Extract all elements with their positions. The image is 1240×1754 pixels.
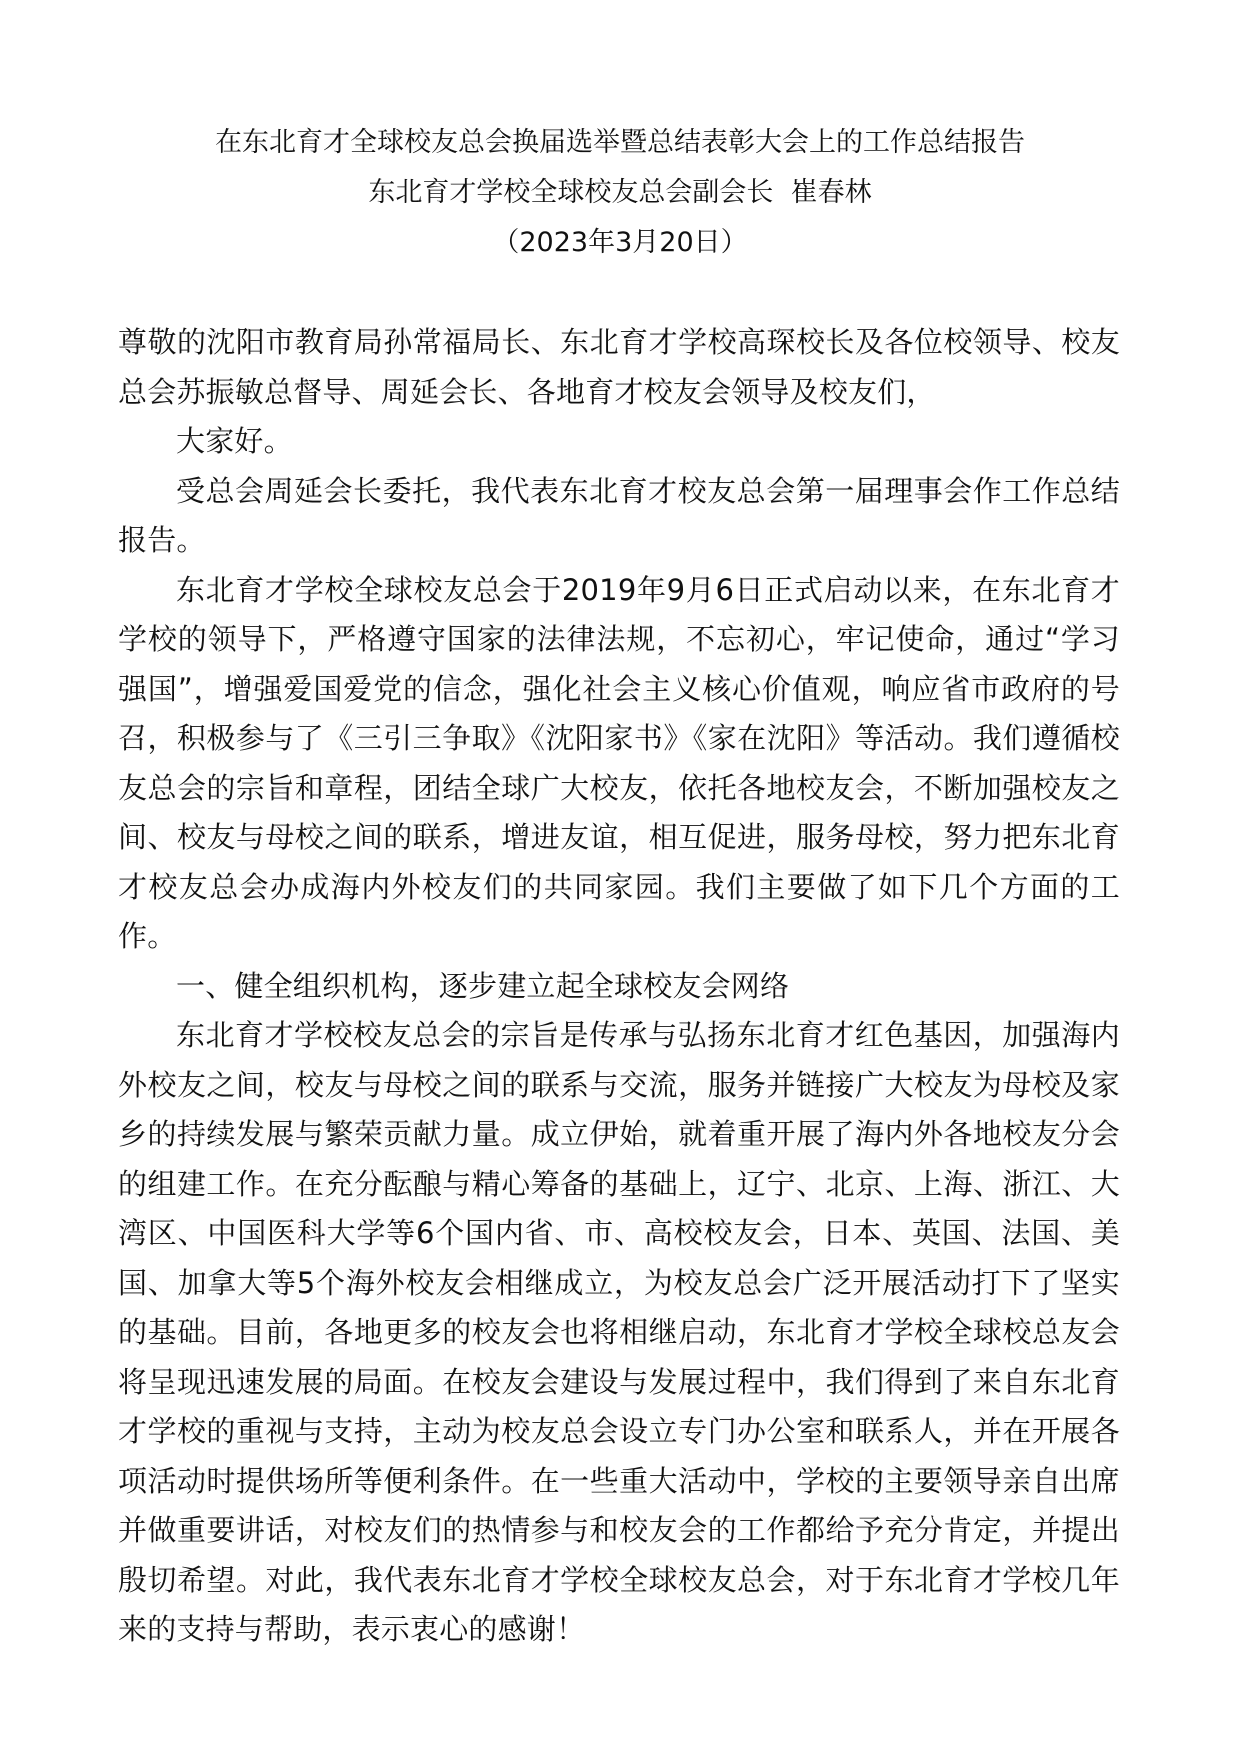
greeting-paragraph: 大家好。 (176, 424, 293, 458)
section-paragraph: 东北育才学校校友总会的宗旨是传承与弘扬东北育才红色基因，加强海内外校友之间，校友与母校之间的联系与交流，服务并链接广大校友为母校及家乡的持续发展与繁荣贡献力量。成立伊始，就着重开展了海内外各地校友分会的组建工作。在充分酝酿与精心筹备的基础上，辽宁、北京、上海、浙江、大湾区、中国医科大学等6个国内省、市、高校校友会，日本、英国、法国、美国、加拿大等5个海外校友会相继成立，为校友总会广泛开展活动打下了坚实的基础。目前，各地更多的校友会也将相继启动，东北育才学校全球校总友会将呈现迅速发展的局面。在校友会建设与发展过程中，我们得到了来自东北育才学校的重视与支持，主动为校友总会设立专门办公室和联系人，并在开展各项活动时提供场所等便利条件。在一些重大活动中，学校的主要领导亲自出席并做重要讲话，对校友们的热情参与和校友会的工作都给予充分肯定，并提出殷切希望。对此，我代表东北育才学校全球校友总会，对于东北育才学校几年来的支持与帮助，表示衷心的感谢！ (118, 1018, 1120, 1646)
overview-paragraph: 东北育才学校全球校友总会于2019年9月6日正式启动以来，在东北育才学校的领导下，严格遵守国家的法律法规，不忘初心，牢记使命，通过“学习强国”，增强爱国爱党的信念，强化社会主义核心价值观，响应省市政府的号召，积极参与了《三引三争取》《沈阳家书》《家在沈阳》等活动。我们遵循校友总会的宗旨和章程，团结全球广大校友，依托各地校友会，不断加强校友之间、校友与母校之间的联系，增进友谊，相互促进，服务母校，努力把东北育才校友总会办成海内外校友们的共同家园。我们主要做了如下几个方面的工作。 (118, 572, 1120, 953)
intro-paragraph: 受总会周延会长委托，我代表东北育才校友总会第一届理事会作工作总结报告。 (118, 473, 1120, 557)
report-title: 在东北育才全球校友总会换届选举暨总结表彰大会上的工作总结报告 (215, 127, 1025, 158)
report-date: （2023年3月20日） (492, 227, 748, 258)
report-body (118, 318, 1120, 1655)
speaker-line: 东北育才学校全球校友总会副会长 崔春林 (368, 177, 872, 208)
title-block (0, 118, 1240, 268)
section-heading: 一、健全组织机构，逐步建立起全球校友会网络 (176, 968, 790, 1003)
salutation-paragraph: 尊敬的沈阳市教育局孙常福局长、东北育才学校高琛校长及各位校领导、校友总会苏振敏总督导、周延会长、各地育才校友会领导及校友们， (118, 325, 1120, 409)
